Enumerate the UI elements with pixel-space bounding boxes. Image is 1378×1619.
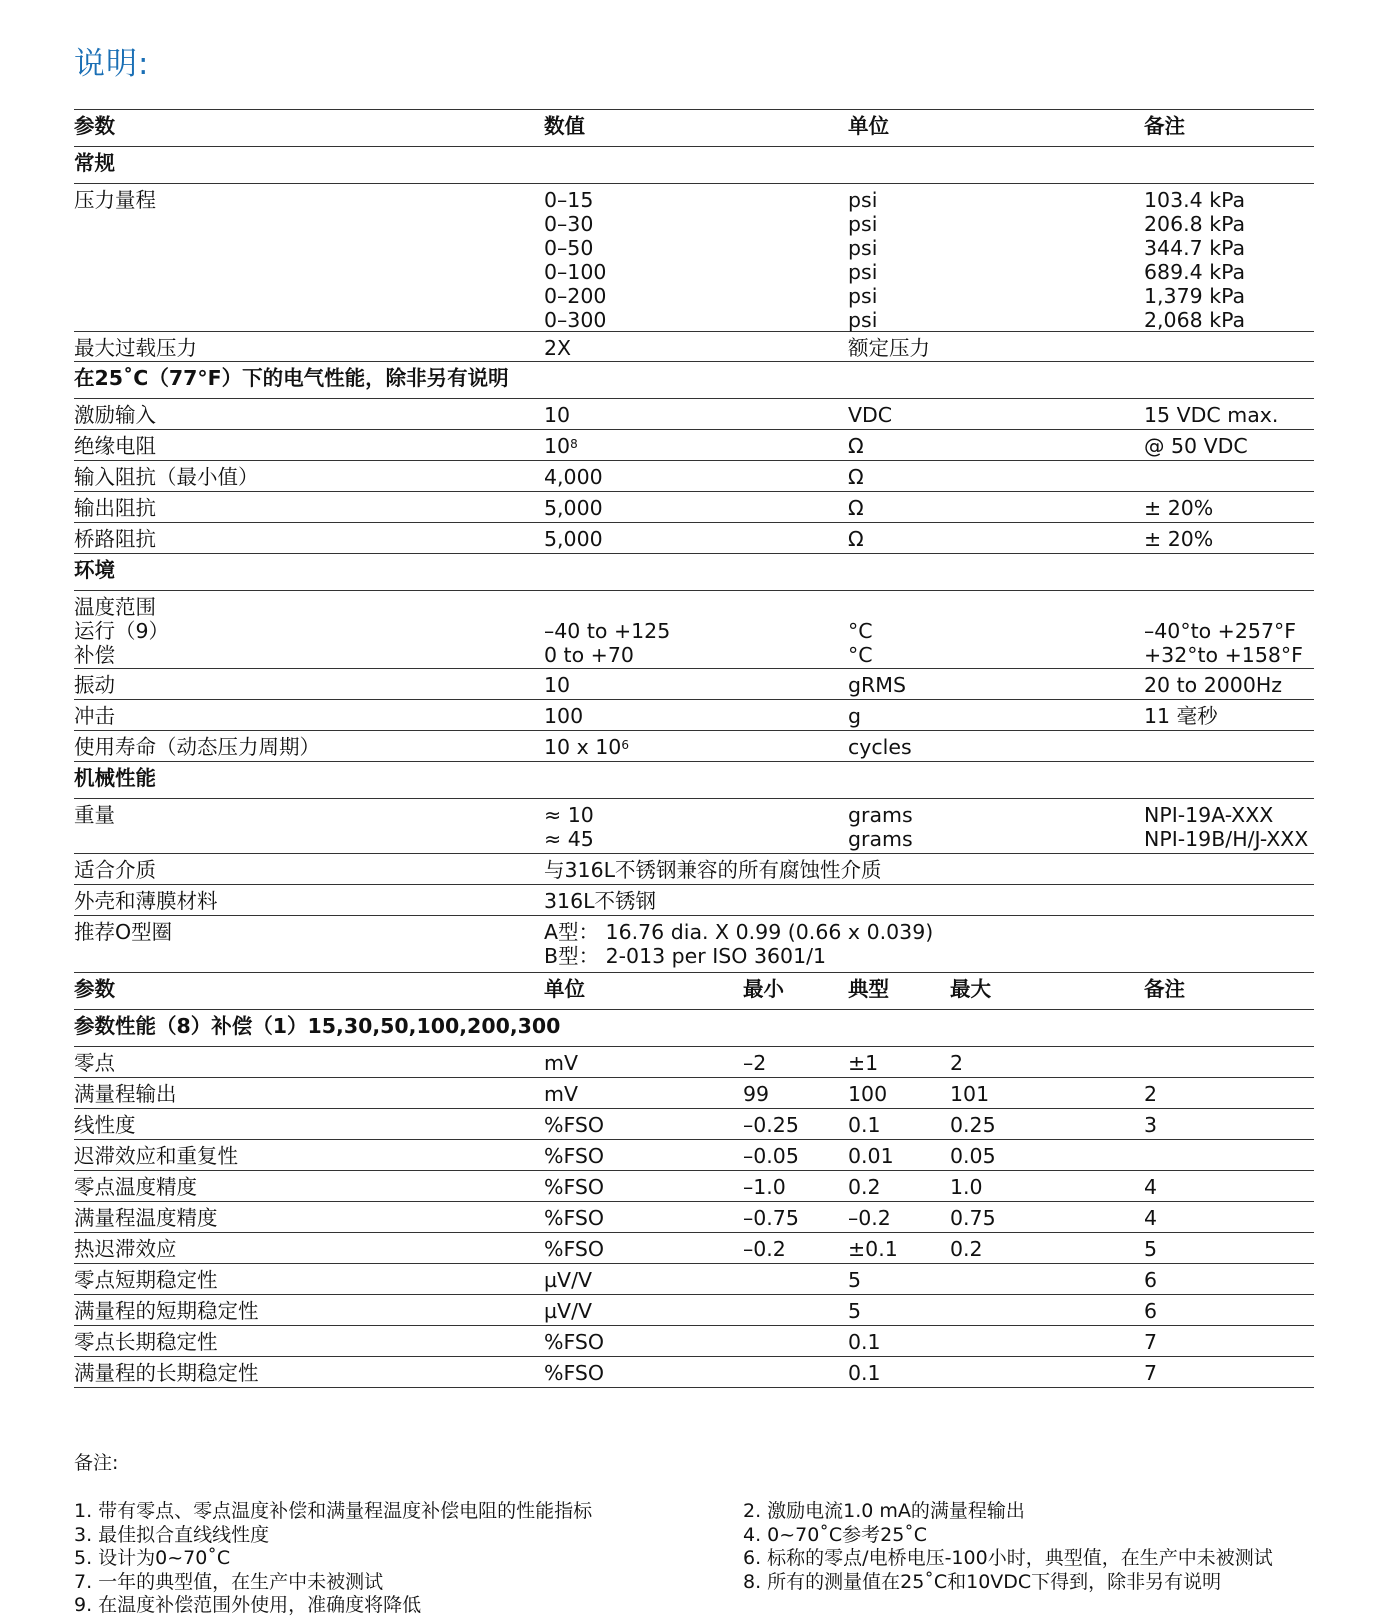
note-cell: 15 VDC max. — [1144, 403, 1279, 427]
max-cell: 2 — [950, 1051, 964, 1075]
param-cell: 重量 — [74, 803, 115, 827]
table-row — [74, 1233, 1314, 1264]
unit-cell: %FSO — [544, 1330, 605, 1354]
note-cell: @ 50 VDC — [1144, 434, 1248, 458]
note-cell: 20 to 2000Hz — [1144, 673, 1283, 697]
typ-cell: ±0.1 — [848, 1237, 898, 1261]
note-item: 1. 带有零点、零点温度补偿和满量程温度补偿电阻的性能指标 — [74, 1500, 593, 1522]
unit-cell: µV/V — [544, 1268, 592, 1292]
note-cell: 6 — [1144, 1299, 1158, 1323]
table-row — [74, 669, 1314, 700]
unit-cell: Ω — [848, 465, 864, 489]
typ-cell: 0.01 — [848, 1144, 894, 1168]
section-title: 参数性能（8）补偿（1）15,30,50,100,200,300 — [74, 1014, 561, 1038]
header-param: 参数 — [74, 114, 115, 138]
note-item: 9. 在温度补偿范围外使用，准确度将降低 — [74, 1594, 422, 1616]
note-cell: 4 — [1144, 1175, 1158, 1199]
typ-cell: 0.1 — [848, 1361, 881, 1385]
table-row — [74, 700, 1314, 731]
value-base: 10 x 10 — [544, 735, 622, 759]
table-row — [74, 1140, 1314, 1171]
table-row — [74, 332, 1314, 362]
value-cell: 10 — [544, 403, 571, 427]
min-cell: –2 — [743, 1051, 767, 1075]
table-row — [74, 1295, 1314, 1326]
section-title: 常规 — [74, 151, 115, 175]
unit-cell: %FSO — [544, 1113, 605, 1137]
table-row — [74, 399, 1314, 430]
note-cell: 7 — [1144, 1361, 1158, 1385]
header-typ: 典型 — [848, 977, 889, 1001]
unit-cell: mV — [544, 1051, 578, 1075]
unit-cell: %FSO — [544, 1175, 605, 1199]
section-title: 环境 — [74, 558, 115, 582]
header-note: 备注 — [1144, 114, 1185, 138]
table-row — [74, 731, 1314, 762]
param-cell: 适合介质 — [74, 858, 156, 882]
section-electrical — [74, 362, 1314, 399]
table-row — [74, 1202, 1314, 1233]
unit-cell: Ω — [848, 434, 864, 458]
typ-cell: 5 — [848, 1299, 862, 1323]
max-cell: 101 — [950, 1082, 990, 1106]
header-max: 最大 — [950, 977, 991, 1001]
note-cell: 6 — [1144, 1268, 1158, 1292]
param-cell: 压力量程 — [74, 188, 156, 212]
header-note: 备注 — [1144, 977, 1185, 1001]
min-cell: –0.75 — [743, 1206, 799, 1230]
section-performance — [74, 1010, 1314, 1047]
min-cell: –0.05 — [743, 1144, 799, 1168]
note-cell: ± 20% — [1144, 496, 1214, 520]
max-cell: 0.75 — [950, 1206, 996, 1230]
param-cell: 零点长期稳定性 — [74, 1330, 218, 1354]
value-cell: 5,000 — [544, 527, 603, 551]
note-item: 8. 所有的测量值在25˚C和10VDC下得到，除非另有说明 — [743, 1570, 1222, 1593]
table-row — [74, 591, 1314, 669]
table-row — [74, 1326, 1314, 1357]
value-cell: ≈ 10 ≈ 45 — [544, 803, 594, 851]
section-title: 机械性能 — [74, 766, 156, 790]
unit-cell: psi psi psi psi psi psi — [848, 188, 878, 332]
typ-cell: 0.2 — [848, 1175, 881, 1199]
param-cell: 推荐O型圈 — [74, 920, 173, 944]
value-cell: 100 — [544, 704, 584, 728]
param-cell: 使用寿命（动态压力周期） — [74, 735, 320, 759]
param-cell: 振动 — [74, 673, 115, 697]
note-cell: NPI-19A-XXX NPI-19B/H/J-XXX — [1144, 803, 1309, 851]
note-cell: –40°to +257°F +32°to +158°F — [1144, 619, 1303, 667]
table-row — [74, 492, 1314, 523]
param-cell: 绝缘电阻 — [74, 434, 156, 458]
section-general — [74, 147, 1314, 184]
table-row — [74, 1078, 1314, 1109]
section-environment — [74, 554, 1314, 591]
min-cell: –0.25 — [743, 1113, 799, 1137]
note-item: 6. 标称的零点/电桥电压-100小时，典型值，在生产中未被测试 — [743, 1547, 1273, 1569]
unit-cell: °C °C — [848, 619, 873, 667]
min-cell: 99 — [743, 1082, 770, 1106]
table-row — [74, 1264, 1314, 1295]
param-cell: 冲击 — [74, 704, 115, 728]
unit-cell: µV/V — [544, 1299, 592, 1323]
unit-cell: Ω — [848, 527, 864, 551]
note-cell: 7 — [1144, 1330, 1158, 1354]
param-cell: 零点 — [74, 1051, 115, 1075]
unit-cell: cycles — [848, 735, 912, 759]
unit-cell: grams grams — [848, 803, 913, 851]
value-cell: 2X — [544, 336, 572, 360]
typ-cell: ±1 — [848, 1051, 879, 1075]
param-cell: 桥路阻抗 — [74, 527, 156, 551]
table-row — [74, 1047, 1314, 1078]
unit-cell: VDC — [848, 403, 893, 427]
param-cell: 热迟滞效应 — [74, 1237, 177, 1261]
typ-cell: 0.1 — [848, 1113, 881, 1137]
note-cell: ± 20% — [1144, 527, 1214, 551]
value-cell: 10 — [544, 673, 571, 697]
table-row — [74, 1109, 1314, 1140]
value-cell: A型： 16.76 dia. X 0.99 (0.66 x 0.039) B型： 2-013 per ISO 3601/1 — [544, 920, 934, 968]
value-cell: –40 to +125 0 to +70 — [544, 619, 671, 667]
param-cell: 输入阻抗（最小值） — [74, 465, 259, 489]
header-value: 数值 — [544, 114, 585, 138]
header-unit: 单位 — [544, 977, 585, 1001]
param-cell: 满量程的长期稳定性 — [74, 1361, 259, 1385]
notes-right-column — [743, 1500, 1273, 1594]
note-item: 7. 一年的典型值，在生产中未被测试 — [74, 1570, 384, 1593]
param-cell: 零点温度精度 — [74, 1175, 197, 1199]
max-cell: 0.05 — [950, 1144, 996, 1168]
param-cell: 零点短期稳定性 — [74, 1268, 218, 1292]
header-min: 最小 — [743, 977, 784, 1001]
unit-cell: mV — [544, 1082, 578, 1106]
table-row — [74, 184, 1314, 332]
param-cell: 满量程输出 — [74, 1082, 177, 1106]
table-row — [74, 430, 1314, 461]
unit-cell: Ω — [848, 496, 864, 520]
table-row — [74, 1357, 1314, 1388]
note-cell: 2 — [1144, 1082, 1158, 1106]
unit-cell: %FSO — [544, 1206, 605, 1230]
note-cell: 4 — [1144, 1206, 1158, 1230]
value-exponent: 8 — [570, 437, 578, 451]
header-unit: 单位 — [848, 114, 889, 138]
value-cell — [544, 735, 629, 759]
note-item: 5. 设计为0~70˚C — [74, 1547, 231, 1569]
unit-cell: %FSO — [544, 1237, 605, 1261]
param-cell: 温度范围 运行（9） 补偿 — [74, 595, 170, 667]
max-cell: 0.25 — [950, 1113, 996, 1137]
table-row — [74, 916, 1314, 973]
note-cell: 11 毫秒 — [1144, 704, 1218, 728]
typ-cell: 5 — [848, 1268, 862, 1292]
table-row — [74, 885, 1314, 916]
header-param: 参数 — [74, 977, 115, 1001]
table-row — [74, 799, 1314, 854]
notes-left-column — [74, 1500, 592, 1618]
unit-cell: %FSO — [544, 1361, 605, 1385]
note-item: 2. 激励电流1.0 mA的满量程输出 — [743, 1500, 1025, 1522]
spec-header-row — [74, 110, 1314, 147]
value-cell: 0–15 0–30 0–50 0–100 0–200 0–300 — [544, 188, 607, 332]
perf-header-row — [74, 973, 1314, 1010]
value-exponent: 6 — [621, 738, 629, 752]
value-base: 10 — [544, 434, 571, 458]
notes-section — [74, 1448, 1314, 1616]
notes-label: 备注: — [74, 1452, 119, 1474]
table-row — [74, 461, 1314, 492]
param-cell: 最大过载压力 — [74, 336, 197, 360]
param-cell: 输出阻抗 — [74, 496, 156, 520]
unit-cell: g — [848, 704, 862, 728]
param-cell: 外壳和薄膜材料 — [74, 889, 218, 913]
table-row — [74, 1171, 1314, 1202]
note-item: 3. 最佳拟合直线线性度 — [74, 1523, 270, 1546]
min-cell: –1.0 — [743, 1175, 786, 1199]
unit-cell: 额定压力 — [848, 336, 930, 360]
max-cell: 0.2 — [950, 1237, 983, 1261]
unit-cell: gRMS — [848, 673, 906, 697]
param-cell: 迟滞效应和重复性 — [74, 1144, 238, 1168]
section-title: 在25˚C（77°F）下的电气性能，除非另有说明 — [74, 366, 509, 390]
value-cell: 与316L不锈钢兼容的所有腐蚀性介质 — [544, 858, 882, 882]
param-cell: 满量程的短期稳定性 — [74, 1299, 259, 1323]
param-cell: 线性度 — [74, 1113, 136, 1137]
param-cell: 激励输入 — [74, 403, 156, 427]
value-cell: 316L不锈钢 — [544, 889, 657, 913]
min-cell: –0.2 — [743, 1237, 786, 1261]
value-cell: 4,000 — [544, 465, 603, 489]
note-cell: 103.4 kPa 206.8 kPa 344.7 kPa 689.4 kPa 1,379 kPa 2,068 kPa — [1144, 188, 1246, 332]
page-title: 说明: — [74, 46, 150, 82]
typ-cell: 0.1 — [848, 1330, 881, 1354]
table-row — [74, 854, 1314, 885]
typ-cell: 100 — [848, 1082, 888, 1106]
param-cell: 满量程温度精度 — [74, 1206, 218, 1230]
table-row — [74, 523, 1314, 554]
max-cell: 1.0 — [950, 1175, 983, 1199]
unit-cell: %FSO — [544, 1144, 605, 1168]
value-cell — [544, 434, 578, 458]
typ-cell: –0.2 — [848, 1206, 891, 1230]
section-mechanical — [74, 762, 1314, 799]
note-cell: 5 — [1144, 1237, 1158, 1261]
value-cell: 5,000 — [544, 496, 603, 520]
spec-table — [74, 109, 1314, 1388]
note-item: 4. 0~70˚C参考25˚C — [743, 1523, 928, 1546]
note-cell: 3 — [1144, 1113, 1158, 1137]
